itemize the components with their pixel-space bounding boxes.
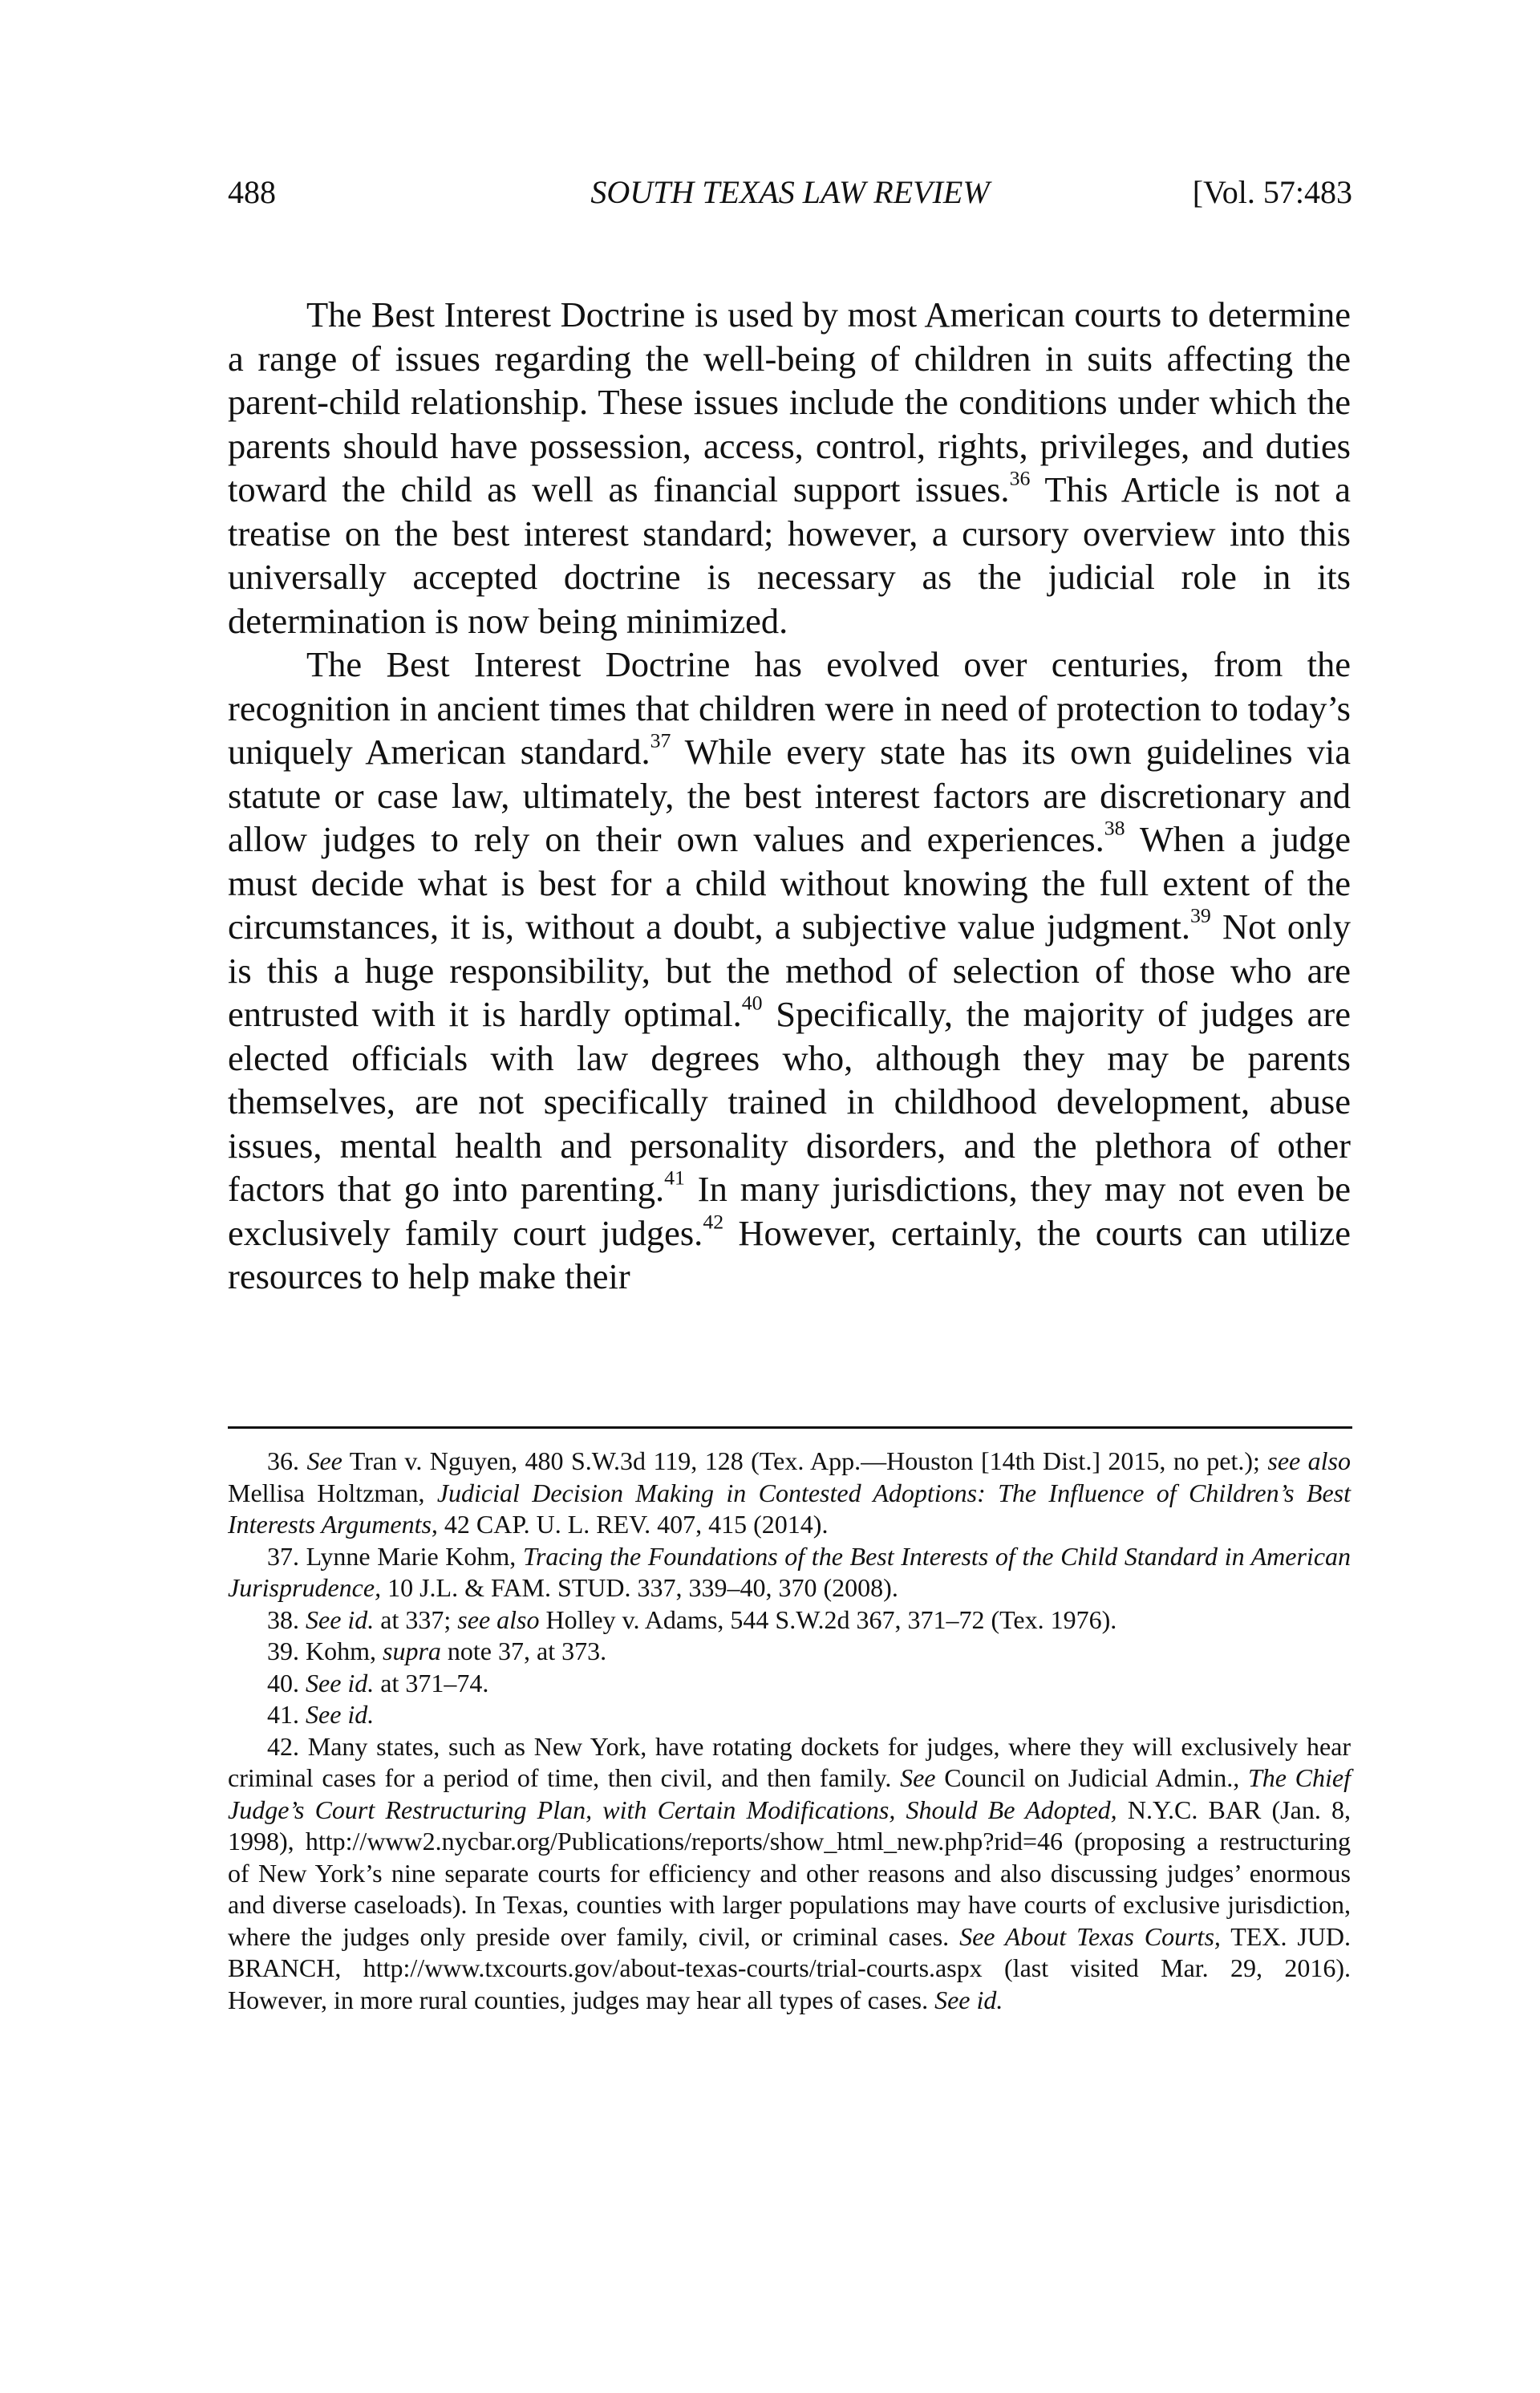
- sentence: Specifically, the majority of judges are elected officials with law degrees who, although they may be parents themselves, are not specifically trained in childhood development, abuse issues, mental health and personality disorders, and the plethora of other factors that go into parenting.: [228, 994, 1352, 1209]
- footnote-text: Many states, such as New York, have rotating dockets for judges, where they will exclusively hear criminal cases for a period of time, then civil, and then family.: [228, 1731, 1351, 1792]
- footnote-divider: [228, 1426, 1352, 1429]
- citation: N.Y.C. BAR (Jan. 8, 1998),: [228, 1795, 1352, 1856]
- footnote-number: 36.: [267, 1446, 299, 1475]
- citation: at 371–74.: [380, 1668, 489, 1697]
- footnote-ref: 36: [1009, 466, 1031, 490]
- article-title: Tracing the Foundations of the Best Interests of the Child Standard in American Jurisprudence,: [228, 1541, 1352, 1602]
- author: Council on Judicial Admin.,: [944, 1763, 1240, 1792]
- citation: note 37, at 373.: [447, 1637, 607, 1665]
- footnote-37: [228, 1541, 1351, 1604]
- footnote-40: [228, 1668, 1351, 1700]
- sentence: The Best Interest Doctrine has evolved over centuries, from the recognition in ancient times that children were in need of protection to today’s uniquely American standard.: [228, 644, 1351, 772]
- page-number: 488: [228, 174, 276, 210]
- footnote-number: 39.: [267, 1637, 299, 1665]
- citation: 10 J.L. & FAM. STUD. 337, 339–40, 370 (2008).: [387, 1573, 898, 1602]
- volume-citation: [Vol. 57:483: [1192, 174, 1352, 210]
- citation: 42 CAP. U. L. REV. 407, 415 (2014).: [444, 1510, 829, 1539]
- signal: See id.: [934, 1985, 1003, 2014]
- author: Mellisa Holtzman,: [228, 1478, 425, 1507]
- signal: See: [306, 1446, 342, 1475]
- sentence: When a judge must decide what is best for a child without knowing the full extent of the circumstances, it is, without a doubt, a subjective value judgment.: [228, 819, 1351, 947]
- sentence: While every state has its own guidelines via statute or case law, ultimately, the best interest factors are discretionary and allow judges to rely on their own values and experiences.: [228, 732, 1351, 859]
- signal: see also: [1267, 1446, 1352, 1475]
- citation: Holley v. Adams, 544 S.W.2d 367, 371–72 (Tex. 1976).: [545, 1604, 1117, 1634]
- footnote-ref: 40: [741, 991, 763, 1015]
- url-link[interactable]: http://www2.nycbar.org/Publications/reports/show_html_new.php?rid=46: [305, 1827, 1064, 1856]
- footnote-text: (proposing a restructuring of New York’s nine separate courts for efficiency and other reasons and also discussing judges’ enormous and diverse caseloads). In Texas, counties with larger populations may have courts of exclusive jurisdiction, where the judges only preside over family, civil, or criminal cases.: [228, 1827, 1351, 1951]
- signal: See id.: [306, 1604, 375, 1634]
- signal: supra: [383, 1637, 441, 1665]
- main-text: [228, 293, 1351, 1299]
- footnote-ref: 42: [703, 1209, 724, 1233]
- footnote-ref: 38: [1104, 816, 1125, 840]
- sentence: In many jurisdictions, they may not even be exclusively family court judges.: [228, 1169, 1351, 1253]
- footnotes: [228, 1446, 1351, 2016]
- sentence: This Article is not a treatise on the best interest standard; however, a cursory overview into this universally accepted doctrine is necessary as the judicial role in its determination is now being minimized.: [228, 469, 1351, 641]
- sentence: The Best Interest Doctrine is used by most American courts to determine a range of issues regarding the well-being of children in suits affecting the parent-child relationship. These issues include the conditions under which the parents should have possession, access, control, rights, privileges, and duties toward the child as well as financial support issues.: [228, 294, 1351, 509]
- author: Lynne Marie Kohm,: [306, 1541, 517, 1571]
- author: Kohm,: [306, 1637, 376, 1665]
- article-title: Judicial Decision Making in Contested Adoptions: The Influence of Children’s Best Interests Arguments,: [228, 1478, 1352, 1539]
- footnote-number: 42.: [267, 1731, 299, 1761]
- paragraph: [228, 293, 1351, 643]
- paragraph: [228, 643, 1351, 1299]
- footnote-42: [228, 1731, 1351, 2017]
- footnote-39: [228, 1636, 1351, 1668]
- footnote-38: [228, 1604, 1351, 1637]
- citation: Tran v. Nguyen, 480 S.W.3d 119, 128 (Tex. App.—Houston [14th Dist.] 2015, no pet.);: [349, 1446, 1260, 1475]
- signal: See id.: [306, 1668, 375, 1697]
- footnote-number: 41.: [267, 1700, 299, 1729]
- sentence: Not only is this a huge responsibility, but the method of selection of those who are entrusted with it is hardly optimal.: [228, 907, 1351, 1034]
- footnote-number: 37.: [267, 1541, 299, 1571]
- sentence: However, certainly, the courts can utilize resources to help make their: [228, 1212, 1351, 1296]
- journal-title: SOUTH TEXAS LAW REVIEW: [590, 174, 990, 210]
- footnote-ref: 37: [650, 728, 671, 752]
- citation: at 337;: [380, 1604, 452, 1634]
- footnote-36: [228, 1446, 1351, 1541]
- footnote-number: 40.: [267, 1668, 299, 1697]
- footnote-41: [228, 1699, 1351, 1731]
- footnote-ref: 41: [664, 1166, 685, 1190]
- signal: See About Texas Courts,: [959, 1921, 1221, 1951]
- signal: See: [900, 1763, 936, 1792]
- signal: See id.: [306, 1700, 375, 1729]
- footnote-ref: 39: [1190, 903, 1211, 927]
- citation: TEX. JUD. BRANCH, http://www.txcourts.gov/about-texas-courts/trial-courts.aspx (last visited Mar. 29, 2016). However, in more rural counties, judges may hear all types of cases.: [228, 1921, 1352, 2014]
- footnote-number: 38.: [267, 1604, 299, 1634]
- article-title: The Chief Judge’s Court Restructuring Plan, with Certain Modifications, Should Be Adopted,: [228, 1763, 1352, 1824]
- signal: see also: [457, 1604, 540, 1634]
- running-header: [228, 168, 1352, 217]
